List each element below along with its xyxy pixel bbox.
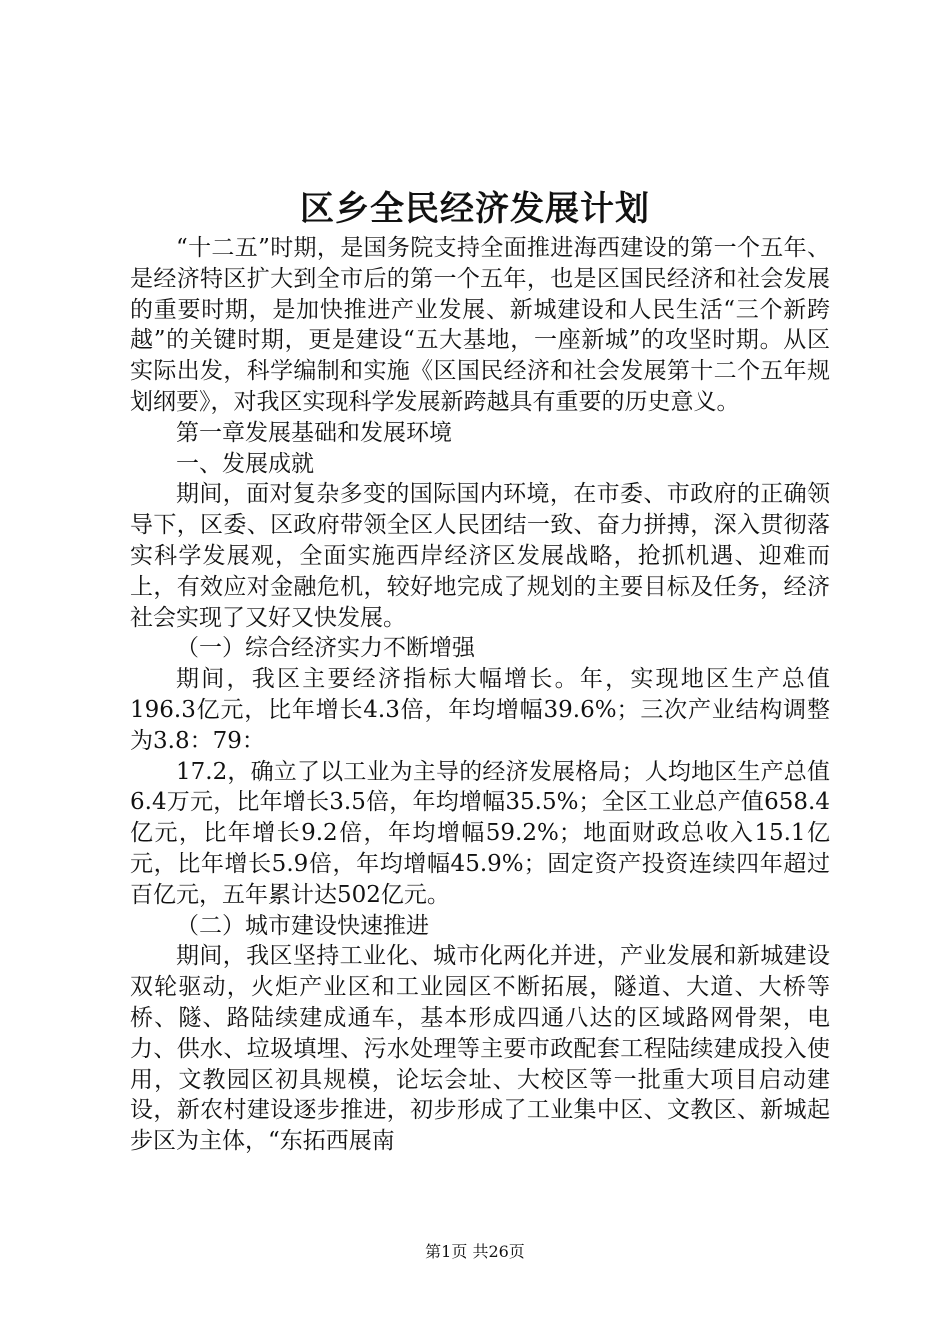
economy-paragraph-continued: 17.2，确立了以工业为主导的经济发展格局；人均地区生产总值6.4万元，比年增长3.5倍，年均增幅35.5%；全区工业总产值658.4亿元，比年增长9.2倍，年均增幅59.2%；地面财政总收入15.1亿元，比年增长5.9倍，年均增幅45.9%；固定资产投资连续四年超过百亿元，五年累计达502亿元。: [130, 758, 830, 908]
document-title: 区乡全民经济发展计划: [300, 189, 650, 229]
chapter-heading: 第一章发展基础和发展环境: [176, 419, 452, 446]
subsection-heading-2: （二）城市建设快速推进: [176, 912, 429, 939]
urban-construction-paragraph: 期间，我区坚持工业化、城市化两化并进，产业发展和新城建设双轮驱动，火炬产业区和工业园区不断拓展，隧道、大道、大桥等桥、隧、路陆续建成通车，基本形成四通八达的区域路网骨架，电力、供水、垃圾填埋、污水处理等主要市政配套工程陆续建成投入使用，文教园区初具规模，论坛会址、大校区等一批重大项目启动建设，新农村建设逐步推进，初步形成了工业集中区、文教区、新城起步区为主体，“东拓西展南: [130, 943, 830, 1155]
achievements-paragraph: 期间，面对复杂多变的国际国内环境，在市委、市政府的正确领导下，区委、区政府带领全区人民团结一致、奋力拼搏，深入贯彻落实科学发展观，全面实施西岸经济区发展战略，抢抓机遇、迎难而上，有效应对金融危机，较好地完成了规划的主要目标及任务，经济社会实现了又好又快发展。: [130, 481, 830, 631]
economy-paragraph: 期间，我区主要经济指标大幅增长。年，实现地区生产总值196.3亿元，比年增长4.3倍，年均增幅39.6%；三次产业结构调整为3.8：79：: [130, 666, 830, 754]
subsection-heading-1: （一）综合经济实力不断增强: [176, 635, 475, 662]
document-body: [130, 233, 830, 1157]
page-number-footer: 第1页 共26页: [425, 1242, 525, 1261]
intro-paragraph: “十二五”时期，是国务院支持全面推进海西建设的第一个五年、是经济特区扩大到全市后的第一个五年，也是区国民经济和社会发展的重要时期，是加快推进产业发展、新城建设和人民生活“三个新跨越”的关键时期，更是建设“五大基地，一座新城”的攻坚时期。从区实际出发，科学编制和实施《区国民经济和社会发展第十二个五年规划纲要》，对我区实现科学发展新跨越具有重要的历史意义。: [130, 235, 830, 415]
section-heading: 一、发展成就: [176, 450, 314, 477]
